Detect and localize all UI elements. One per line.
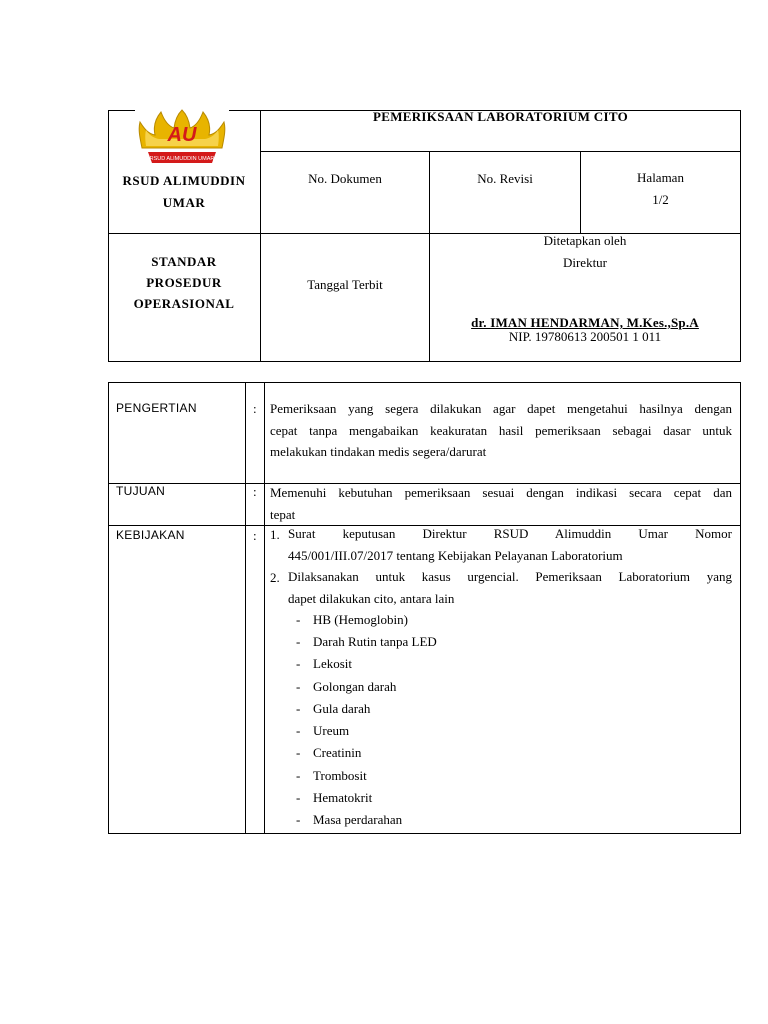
- kebijakan-2-number: 2.: [270, 570, 280, 585]
- list-bullet: -: [296, 656, 301, 671]
- list-item: Golongan darah: [313, 679, 397, 694]
- list-item: Masa perdarahan: [313, 812, 403, 827]
- tujuan-label: TUJUAN: [116, 484, 166, 498]
- no-dokumen-label: No. Dokumen: [308, 171, 382, 186]
- list-bullet: -: [296, 612, 301, 627]
- list-bullet: -: [296, 679, 301, 694]
- kebijakan-1-text: Surat keputusan Direktur RSUD Alimuddin Umar Nomor 445/001/III.07/2017 tentang Kebijakan Pelayanan Laboratorium: [288, 526, 732, 563]
- crown-logo-icon: [136, 108, 228, 168]
- list-item: Gula darah: [313, 701, 371, 716]
- list-bullet: -: [296, 701, 301, 716]
- list-bullet: -: [296, 790, 301, 805]
- kebijakan-2-text: Dilaksanakan untuk kasus urgencial. Pemeriksaan Laboratorium yang dapet dilakukan cito, antara lain: [288, 569, 732, 606]
- signer-name: dr. IMAN HENDARMAN, M.Kes.,Sp.A: [471, 315, 699, 330]
- tujuan-text: Memenuhi kebutuhan pemeriksaan sesuai dengan indikasi secara cepat dan tepat: [270, 485, 732, 522]
- kebijakan-label: KEBIJAKAN: [116, 528, 185, 542]
- list-bullet: -: [296, 768, 301, 783]
- document-title: PEMERIKSAAN LABORATORIUM CITO: [372, 109, 628, 124]
- signer-nip: NIP. 19780613 200501 1 011: [508, 329, 662, 344]
- jabatan-direktur: Direktur: [562, 255, 608, 270]
- tujuan-colon: :: [253, 484, 257, 499]
- list-item: Trombosit: [313, 768, 367, 783]
- list-item: Darah Rutin tanpa LED: [313, 634, 437, 649]
- list-item: HB (Hemoglobin): [313, 612, 408, 627]
- list-bullet: -: [296, 723, 301, 738]
- no-revisi-label: No. Revisi: [477, 171, 533, 186]
- list-item: Lekosit: [313, 656, 352, 671]
- pengertian-colon: :: [253, 401, 257, 416]
- kebijakan-1-number: 1.: [270, 527, 280, 542]
- pengertian-text: Pemeriksaan yang segera dilakukan agar dapet mengetahui hasilnya dengan cepat tanpa mengabaikan keakuratan hasil pemeriksaan sebagai dasar untuk melakukan tindakan medis segera/darurat: [270, 401, 732, 459]
- ditetapkan-label: Ditetapkan oleh: [543, 233, 627, 248]
- list-bullet: -: [296, 812, 301, 827]
- tanggal-terbit-label: Tanggal Terbit: [307, 277, 383, 292]
- list-bullet: -: [296, 745, 301, 760]
- svg-text:RSUD ALIMUDDIN UMAR: RSUD ALIMUDDIN UMAR: [149, 156, 215, 162]
- list-item: Hematokrit: [313, 790, 373, 805]
- list-item: Ureum: [313, 723, 350, 738]
- halaman-label: Halaman: [637, 170, 684, 185]
- kebijakan-colon: :: [253, 528, 257, 543]
- hospital-logo: [136, 108, 228, 168]
- svg-text:AU: AU: [167, 124, 197, 146]
- pengertian-label: PENGERTIAN: [116, 401, 197, 415]
- hospital-name: RSUD ALIMUDDIN UMAR: [122, 173, 246, 210]
- halaman-value: 1/2: [652, 192, 669, 207]
- sop-title: STANDAR PROSEDUR OPERASIONAL: [133, 254, 235, 311]
- list-item: Creatinin: [313, 745, 362, 760]
- list-bullet: -: [296, 634, 301, 649]
